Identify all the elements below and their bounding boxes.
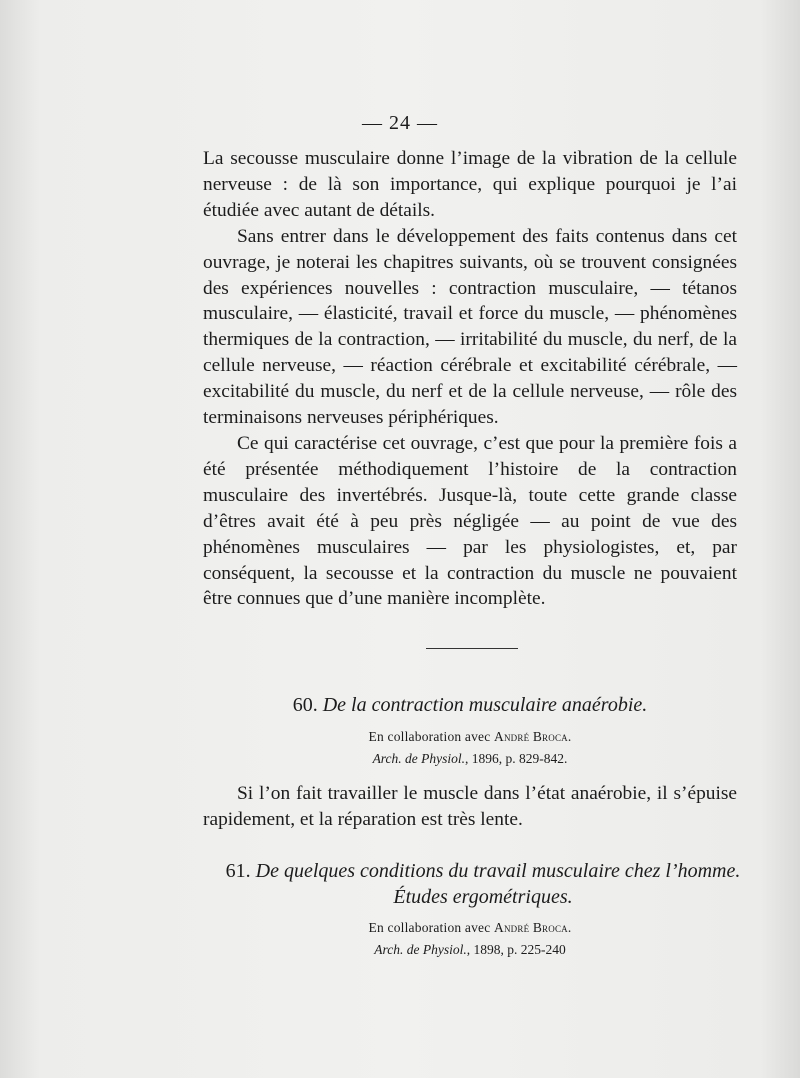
entry-60-number: 60.	[292, 694, 318, 716]
main-text	[203, 146, 737, 612]
section-divider	[426, 648, 518, 649]
entry-61-title-text: De quelques conditions du travail musculaire chez l’homme.	[255, 860, 741, 882]
entry-61-collaboration	[203, 920, 737, 936]
entry-60-reference	[203, 751, 737, 767]
entry-60-collaboration	[203, 729, 737, 745]
entry-60-title	[203, 694, 737, 717]
entry-60-citation: , 1896, p. 829-842.	[465, 751, 568, 766]
page-number: — 24 —	[362, 112, 438, 134]
paragraph-1: La secousse musculaire donne l’image de la vibration de la cellule nerveuse : de là son importance, qui explique pourquoi je l’ai étudiée avec autant de détails.	[203, 148, 737, 221]
entry-61-title-line2	[203, 884, 763, 910]
entry-61-title-line1	[203, 858, 763, 884]
paragraph-2: Sans entrer dans le développement des faits contenus dans cet ouvrage, je noterai les chapitres suivants, où se trouvent consignées des expériences nouvelles : contraction musculaire, — tétanos musculaire, — élasticité, travail et force du muscle, — phénomènes thermiques de la contraction, — irritabilité du muscle, du nerf, de la cellule nerveuse, — réaction cérébrale et excitabilité cérébrale, — excitabilité du muscle, du nerf et de la cellule nerveuse, — rôle des terminaisons nerveuses périphériques.	[203, 225, 737, 429]
entry-61-collaborator: André Broca.	[494, 920, 572, 935]
entry-61-citation: , 1898, p. 225-240	[466, 942, 566, 957]
entry-61-collab-prefix: En collaboration avec	[368, 920, 491, 935]
entry-61-subtitle: Études ergométriques.	[393, 886, 573, 908]
entry-61-number: 61.	[225, 860, 251, 882]
entry-60-summary: Si l’on fait travailler le muscle dans l’état anaérobie, il s’épuise rapidement, et la réparation est très lente.	[203, 783, 737, 830]
entry-60-collaborator: André Broca.	[494, 729, 572, 744]
entry-60-journal: Arch. de Physiol.	[372, 751, 466, 766]
entry-61-reference	[203, 942, 737, 958]
entry-60-title-text: De la contraction musculaire anaérobie.	[322, 694, 648, 716]
entry-61-title	[203, 858, 763, 910]
entry-60-collab-prefix: En collaboration avec	[368, 729, 491, 744]
entry-61-journal: Arch. de Physiol.	[374, 942, 467, 957]
paragraph-3: Ce qui caractérise cet ouvrage, c’est que pour la première fois a été présentée méthodiquement l’histoire de la contraction musculaire des invertébrés. Jusque-là, toute cette grande classe d’êtres avait été à peu près négligée — au point de vue des phénomènes musculaires — par les physiologistes, et, par conséquent, la secousse et la contraction du muscle ne pouvaient être connues que d’une manière incomplète.	[203, 432, 737, 610]
